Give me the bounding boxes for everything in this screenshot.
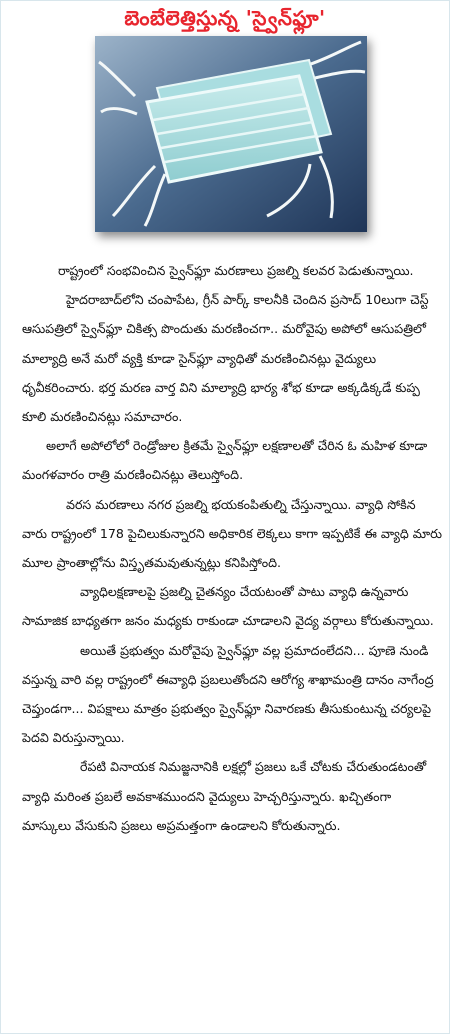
paragraph: వ్యాధిలక్షణాలపై ప్రజల్ని చైతన్యం చేయటంతో పాటు వ్యాధి ఉన్నవారు సామాజిక బాధ్యతగా జనం మధ్యకు రాకుండా చూడాలని వైద్య వర్గాలు కోరుతున్నాయి. — [22, 584, 434, 629]
article-image — [95, 36, 367, 232]
article-body — [22, 256, 442, 840]
face-mask-image — [95, 36, 367, 232]
paragraph: హైదరాబాద్‌లోని చంపాపేట, గ్రీన్ పార్క్ కాలనీకి చెందిన ప్రసాద్ 10లుగా చెస్ట్ ఆసుపత్రిలో స్వైన్‌ఫ్లూ చికిత్స పొందుతు మరణించగా.. మరోవైపు అపోలో ఆసుపత్రిలో మాల్యాద్రి అనే మరో వ్యక్తి కూడా సైన్‌ఫ్లూ వ్యాధితో మరణించినట్లు వైద్యులు ధృవీకరించారు. భర్త మరణ వార్త విని మాల్యాద్రి భార్య శోభ కూడా అక్కడిక్కడే కుప్ప కూలి మరణించినట్లు సమాచారం. — [22, 292, 429, 425]
headline: బెంబేలెత్తిస్తున్న 'స్వైన్‌ఫ్లూ' — [124, 6, 326, 30]
paragraph: రాష్ట్రంలో సంభవించిన స్వైన్‌ఫ్లూ మరణాలు ప్రజల్ని కలవర పెడుతున్నాయి. — [58, 263, 414, 278]
paragraph: వరస మరణాలు నగర ప్రజల్ని భయకంపితుల్ని చేస్తున్నాయి. వ్యాధి సోకిన వారు రాష్ట్రంలో 178 పైచిలుకున్నారని అధికారిక లెక్కలు కాగా ఇప్పటికే ఈ వ్యాధి మారు మూల ప్రాంతాల్లోను విస్తృతమవుతున్నట్లు కనిపిస్తోంది. — [22, 496, 442, 571]
paragraph: అలాగే అపోలోలో రెండ్రోజుల క్రితమే స్వైన్‌ఫ్లూ లక్షణాలతో చేరిన ఓ మహిళ కూడా మంగళవారం రాత్రి మరణించినట్లు తెలుస్తోంది. — [22, 438, 428, 483]
paragraph: రేపటి వినాయక నిమజ్జనానికి లక్షల్లో ప్రజలు ఒకే చోటకు చేరుతుండటంతో వ్యాధి మరింత ప్రబలే అవకాశముందని వైద్యులు హెచ్చరిస్తున్నారు. ఖచ్చితంగా మాస్కులు వేసుకుని ప్రజలు అప్రమత్తంగా ఉండాలని కోరుతున్నారు. — [22, 759, 427, 833]
paragraph: అయితే ప్రభుత్వం మరోవైపు స్వైన్‌ఫ్లూ వల్ల ప్రమాదంలేదని... పూణె నుండి వస్తున్న వారి వల్ల రాష్ట్రంలో ఈవ్యాధి ప్రబలుతోందని ఆరోగ్య శాఖామంత్రి దానం నాగేంద్ర చెప్తుండగా... విపక్షాలు మాత్రం ప్రభుత్వం స్వైన్‌ఫ్లూ నివారణకు తీసుకుంటున్న చర్యలపై పెదవి విరుస్తున్నాయి. — [22, 642, 434, 746]
